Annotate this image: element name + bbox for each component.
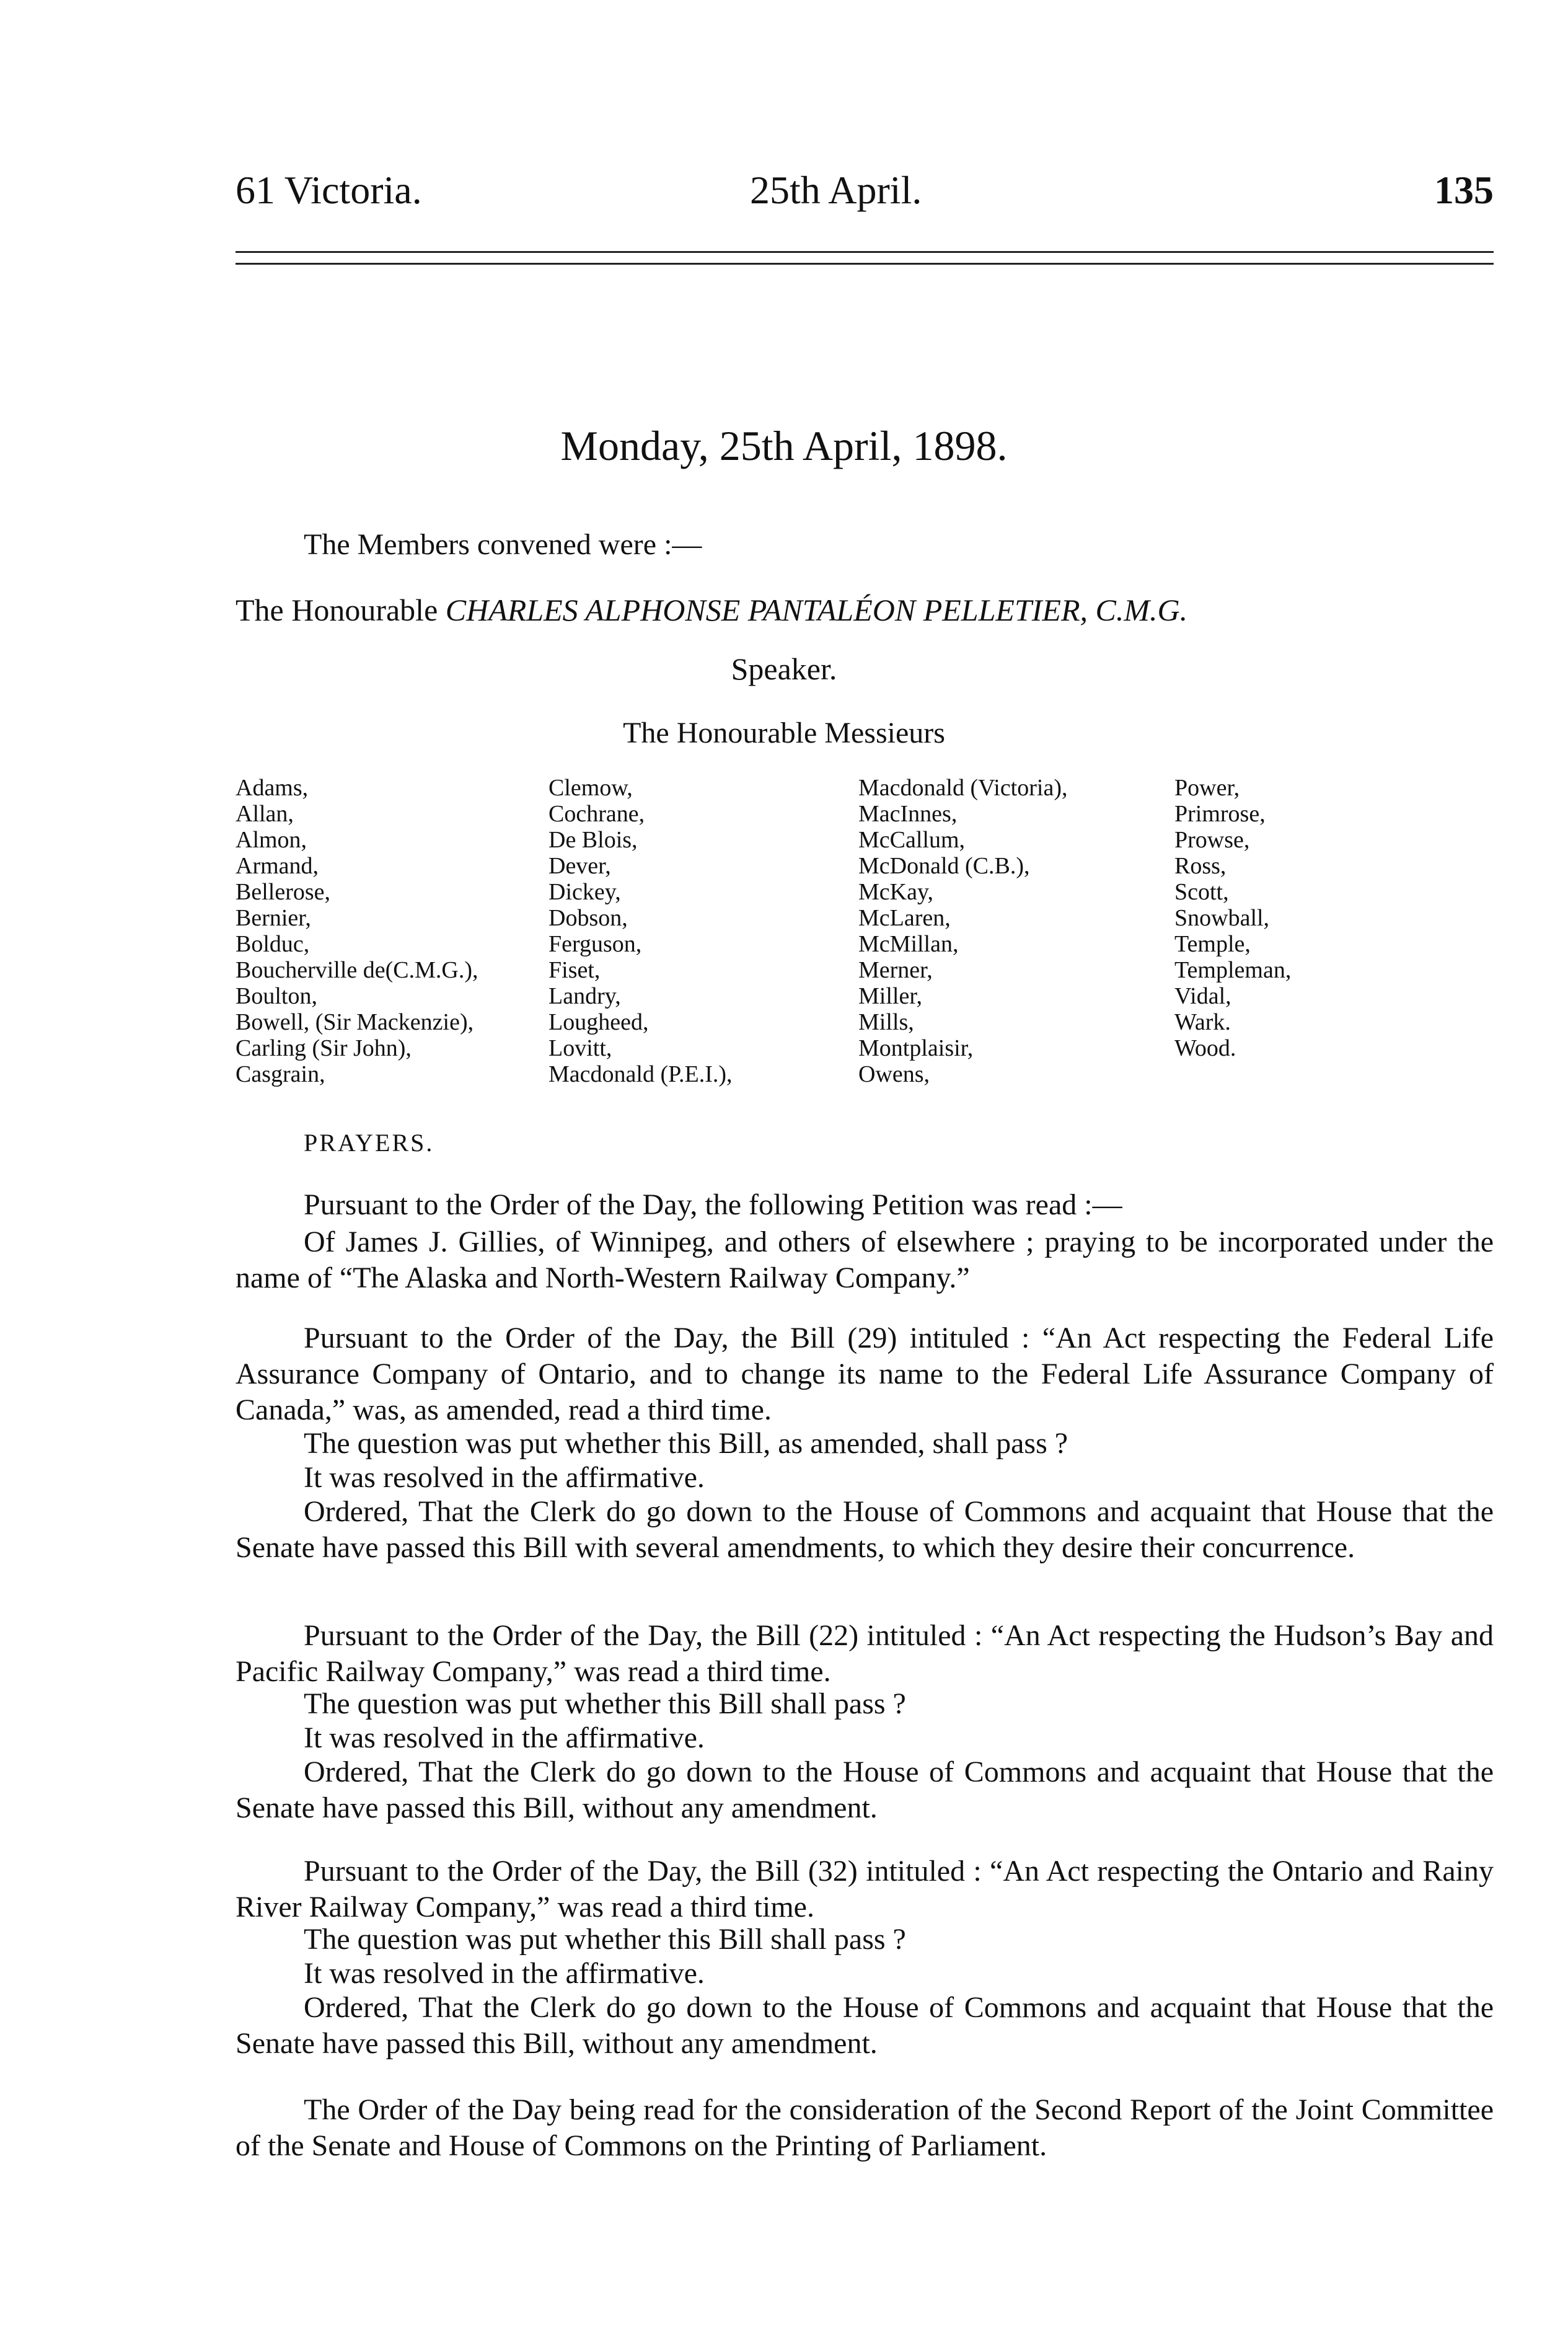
member-name: Temple, [1174, 931, 1251, 957]
member-name: Cochrane, [548, 801, 645, 827]
member-name: Power, [1174, 775, 1240, 801]
member-name: Wark. [1174, 1009, 1231, 1035]
member-name: McMillan, [858, 931, 959, 957]
bill-22-resolution: It was resolved in the affirmative. [304, 1721, 705, 1754]
members-convened: The Members convened were :— [304, 528, 702, 561]
members-column-2 [548, 775, 733, 1087]
member-name: Boucherville de(C.M.G.), [236, 957, 478, 983]
member-name: Allan, [236, 801, 294, 827]
member-name: Bolduc, [236, 931, 310, 957]
petition-text: Of James J. Gillies, of Winnipeg, and others of elsewhere ; praying to be incorporated under the name of “The Alaska and North-Western Railway Company.” [236, 1226, 1494, 1294]
member-name: Dobson, [548, 905, 628, 931]
bill-32-reading: Pursuant to the Order of the Day, the Bill (32) intituled : “An Act respecting the Ontario and Rainy River Railway Company,” was read a third time. [236, 1855, 1494, 1923]
bill-32-order: Ordered, That the Clerk do go down to the House of Commons and acquaint that House that the Senate have passed this Bill, without any amendment. [236, 1991, 1494, 2060]
member-name: Adams, [236, 775, 309, 801]
member-name: Landry, [548, 983, 621, 1009]
member-name: Armand, [236, 853, 319, 879]
member-name: Boulton, [236, 983, 317, 1009]
speaker-prefix: The Honourable [236, 593, 446, 627]
speaker-line [236, 592, 1494, 628]
member-name: Dickey, [548, 879, 621, 905]
bill-29-order: Ordered, That the Clerk do go down to the House of Commons and acquaint that House that the Senate have passed this Bill with several amendments, to which they desire their concurrence. [236, 1495, 1494, 1564]
member-name: Fiset, [548, 957, 601, 983]
member-name: McDonald (C.B.), [858, 853, 1030, 879]
member-name: Miller, [858, 983, 922, 1009]
member-name: Ferguson, [548, 931, 642, 957]
member-name: Dever, [548, 853, 611, 879]
member-name: Snowball, [1174, 905, 1270, 931]
member-name: De Blois, [548, 827, 638, 853]
bill-22-order: Ordered, That the Clerk do go down to the House of Commons and acquaint that House that the Senate have passed this Bill, without any amendment. [236, 1756, 1494, 1824]
prayers-heading: PRAYERS. [304, 1129, 434, 1157]
header-rule [236, 251, 1494, 265]
final-paragraph: The Order of the Day being read for the consideration of the Second Report of the Joint Committee of the Senate and House of Commons on the Printing of Parliament. [236, 2093, 1494, 2162]
member-name: Primrose, [1174, 801, 1266, 827]
member-name: Macdonald (Victoria), [858, 775, 1068, 801]
member-name: Clemow, [548, 775, 633, 801]
bill-22-question: The question was put whether this Bill shall pass ? [304, 1687, 906, 1720]
regnal-year: 61 Victoria. [236, 168, 422, 212]
member-name: Montplaisir, [858, 1035, 974, 1061]
member-name: Almon, [236, 827, 307, 853]
bill-32-resolution: It was resolved in the affirmative. [304, 1957, 705, 1990]
member-name: McLaren, [858, 905, 951, 931]
date-heading: Monday, 25th April, 1898. [560, 422, 1008, 469]
bill-29-question: The question was put whether this Bill, as amended, shall pass ? [304, 1427, 1068, 1460]
bill-32-question: The question was put whether this Bill shall pass ? [304, 1923, 906, 1956]
member-name: Lovitt, [548, 1035, 612, 1061]
page-number: 135 [1434, 168, 1494, 212]
member-name: Scott, [1174, 879, 1229, 905]
member-name: Casgrain, [236, 1061, 325, 1087]
bill-29-resolution: It was resolved in the affirmative. [304, 1461, 705, 1494]
member-name: Lougheed, [548, 1009, 649, 1035]
member-name: Mills, [858, 1009, 914, 1035]
member-name: Prowse, [1174, 827, 1250, 853]
speaker-title: Speaker. [731, 651, 837, 686]
member-name: Ross, [1174, 853, 1227, 879]
member-name: Macdonald (P.E.I.), [548, 1061, 733, 1087]
bill-22-reading: Pursuant to the Order of the Day, the Bill (22) intituled : “An Act respecting the Hudson’s Bay and Pacific Railway Company,” was read a third time. [236, 1619, 1494, 1688]
speaker-name: CHARLES ALPHONSE PANTALÉON PELLETIER, C.M.G. [445, 593, 1188, 627]
member-name: Vidal, [1174, 983, 1231, 1009]
member-name: Bernier, [236, 905, 311, 931]
member-name: Merner, [858, 957, 933, 983]
bill-29-reading: Pursuant to the Order of the Day, the Bill (29) intituled : “An Act respecting the Federal Life Assurance Company of Ontario, and to change its name to the Federal Life Assurance Company of Canada,” was, as amended, read a third time. [236, 1322, 1494, 1426]
member-name: Carling (Sir John), [236, 1035, 412, 1061]
members-column-3 [858, 775, 1067, 1087]
member-name: Bellerose, [236, 879, 331, 905]
member-name: Owens, [858, 1061, 930, 1087]
member-name: MacInnes, [858, 801, 958, 827]
member-name: Bowell, (Sir Mackenzie), [236, 1009, 474, 1035]
members-column-4 [1174, 775, 1291, 1061]
petition-intro: Pursuant to the Order of the Day, the following Petition was read :— [304, 1188, 1122, 1221]
messieurs-heading: The Honourable Messieurs [623, 717, 945, 749]
member-name: McKay, [858, 879, 933, 905]
running-date: 25th April. [750, 168, 922, 212]
members-column-1 [236, 775, 478, 1087]
member-name: Wood. [1174, 1035, 1236, 1061]
running-head [236, 167, 1494, 211]
member-name: Templeman, [1174, 957, 1292, 983]
member-name: McCallum, [858, 827, 966, 853]
